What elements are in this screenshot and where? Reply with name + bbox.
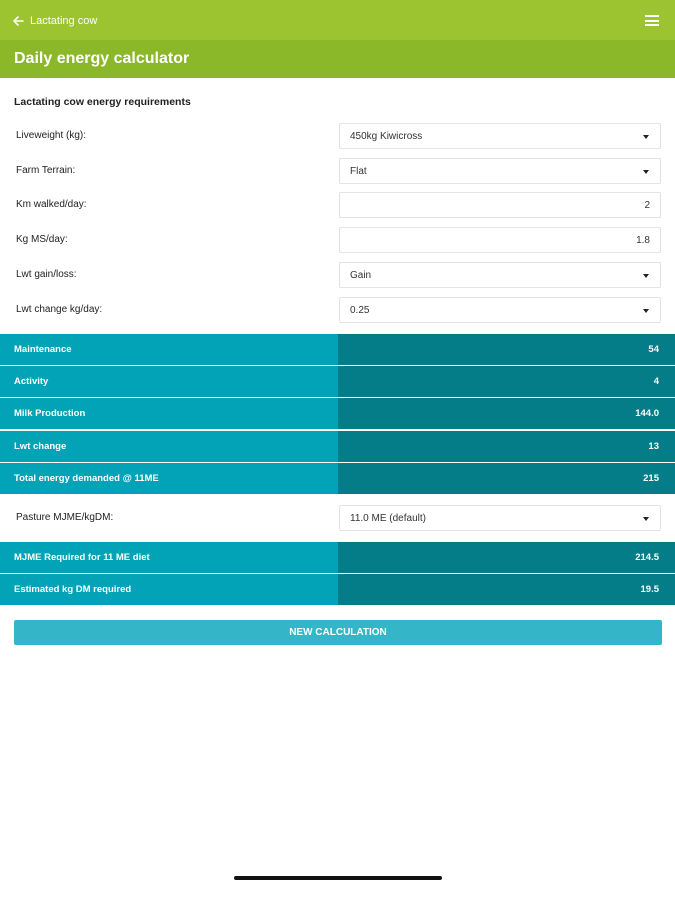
lwt-change-label: Lwt change kg/day: [16, 304, 103, 315]
result-value: 4 [653, 376, 659, 387]
kg-ms-label: Kg MS/day: [16, 234, 68, 245]
result-label: Estimated kg DM required [14, 584, 132, 595]
lwt-change-value: 0.25 [350, 305, 370, 316]
kg-ms-row [0, 227, 675, 253]
title-bar [0, 40, 675, 78]
caret-down-icon [643, 135, 649, 139]
result-label: Lwt change [14, 441, 67, 452]
caret-down-icon [643, 274, 649, 278]
lwt-gain-loss-label: Lwt gain/loss: [16, 269, 77, 280]
lwt-change-select[interactable] [339, 297, 661, 323]
terrain-row [0, 158, 675, 184]
terrain-label: Farm Terrain: [16, 165, 76, 176]
page-title: Daily energy calculator [14, 50, 190, 67]
liveweight-label: Liveweight (kg): [16, 130, 87, 141]
result-value: 144.0 [635, 408, 659, 419]
pasture-select[interactable] [339, 505, 661, 531]
result-row-maintenance [0, 334, 675, 365]
result-row-lwt-change [0, 431, 675, 462]
lwt-change-row [0, 297, 675, 323]
lwt-gain-loss-value: Gain [350, 270, 372, 281]
result-value: 19.5 [640, 584, 659, 595]
lwt-gain-loss-row [0, 262, 675, 288]
top-nav-bar [0, 0, 675, 40]
result-row-activity [0, 366, 675, 397]
caret-down-icon [643, 517, 649, 521]
result-label: Maintenance [14, 344, 72, 355]
result-label: Milk Production [14, 408, 86, 419]
back-button[interactable] [12, 13, 97, 29]
result-label: MJME Required for 11 ME diet [14, 552, 150, 563]
result-row-total-energy [0, 463, 675, 494]
result-value: 54 [648, 344, 659, 355]
kg-ms-value: 1.8 [636, 235, 650, 246]
pasture-value: 11.0 ME (default) [350, 513, 426, 524]
km-walked-value: 2 [644, 200, 650, 211]
result-row-milk-production [0, 398, 675, 429]
arrow-left-icon [12, 15, 24, 27]
result-value: 215 [643, 473, 659, 484]
terrain-select[interactable] [339, 158, 661, 184]
back-label: Lactating cow [30, 15, 98, 27]
result-label: Total energy demanded @ 11ME [14, 473, 159, 484]
terrain-value: Flat [350, 166, 367, 177]
hamburger-menu-icon[interactable] [645, 15, 659, 26]
home-indicator[interactable] [234, 876, 442, 880]
pasture-label: Pasture MJME/kgDM: [16, 512, 114, 523]
liveweight-select[interactable] [339, 123, 661, 149]
section-title: Lactating cow energy requirements [14, 96, 191, 108]
result-value: 13 [648, 441, 659, 452]
kg-ms-input[interactable] [339, 227, 661, 253]
km-walked-row [0, 192, 675, 218]
liveweight-value: 450kg Kiwicross [350, 131, 423, 142]
result-label: Activity [14, 376, 49, 387]
result-row-mjme-required [0, 542, 675, 573]
caret-down-icon [643, 170, 649, 174]
km-walked-input[interactable] [339, 192, 661, 218]
km-walked-label: Km walked/day: [16, 199, 87, 210]
pasture-row [0, 505, 675, 531]
liveweight-row [0, 123, 675, 149]
lwt-gain-loss-select[interactable] [339, 262, 661, 288]
result-row-kg-dm-required [0, 574, 675, 605]
new-calculation-button[interactable]: NEW CALCULATION [14, 620, 662, 645]
caret-down-icon [643, 309, 649, 313]
result-value: 214.5 [635, 552, 659, 563]
